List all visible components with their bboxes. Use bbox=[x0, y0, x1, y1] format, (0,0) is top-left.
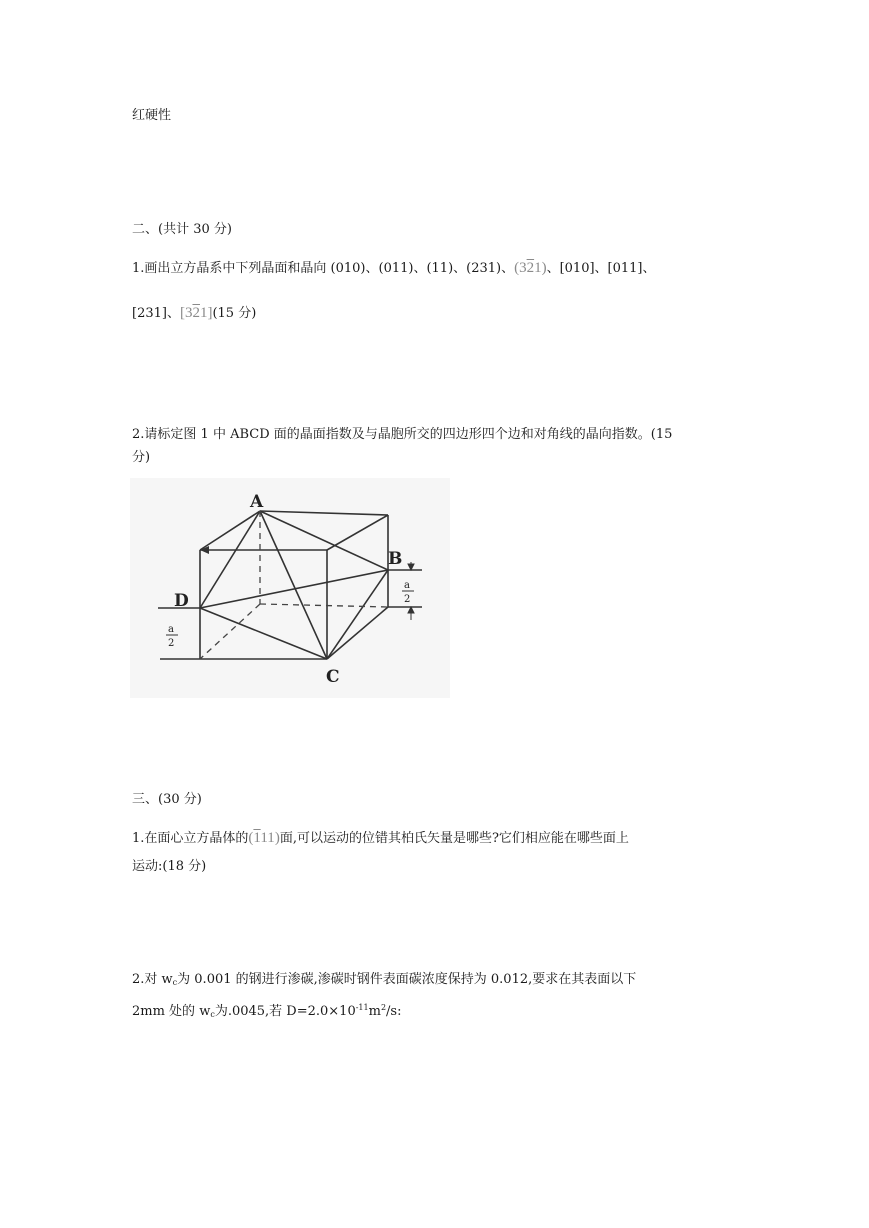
s3-digit-1-bar: 1 bbox=[253, 830, 261, 846]
dir-digit-3: 3 bbox=[184, 305, 193, 321]
s3q2-l2-p2: 为.0045,若 D=2.0×10 bbox=[214, 1004, 356, 1019]
s3q2-l2-p1: 2mm 处的 w bbox=[132, 1004, 211, 1019]
plane-digit-3: 3 bbox=[519, 260, 527, 276]
s3q2-l2-p3: m bbox=[368, 1004, 381, 1019]
section2-q1-line1 bbox=[132, 258, 656, 279]
plane-index-image bbox=[514, 260, 547, 276]
s3q2-sub: c bbox=[172, 978, 178, 987]
q1-line2-suffix: (15 分) bbox=[212, 306, 257, 321]
section3-q2-line1 bbox=[132, 970, 636, 993]
frac-right-den: 2 bbox=[404, 594, 411, 605]
section3-heading: 三、(30 分) bbox=[132, 792, 202, 807]
s3-open: ( bbox=[248, 830, 254, 846]
dir-digit-1: 1 bbox=[199, 305, 208, 321]
section2-q2-line1: 2.请标定图 1 中 ABCD 面的晶面指数及与晶胞所交的四边形四个边和对角线的晶向指数。(15 bbox=[132, 427, 673, 442]
q1-line1-suffix: 、[010]、[011]、 bbox=[546, 261, 656, 276]
dir-open: [ bbox=[179, 305, 185, 321]
s3-close: ) bbox=[274, 830, 280, 846]
figure-background bbox=[130, 478, 450, 698]
section3-q1-line2: 运动:(18 分) bbox=[132, 859, 207, 874]
label-B: B bbox=[388, 549, 403, 569]
plane-open: ( bbox=[514, 260, 520, 276]
cube-figure bbox=[130, 478, 450, 698]
frac-left-den: 2 bbox=[168, 638, 175, 649]
section3-q2-line2 bbox=[132, 998, 401, 1025]
s3q2-l2-sup1: -11 bbox=[355, 1003, 369, 1012]
section2-q2-line2: 分) bbox=[132, 450, 151, 465]
s3q1-suffix: 面,可以运动的位错其柏氏矢量是哪些?它们相应能在哪些面上 bbox=[279, 831, 629, 846]
s3-digits-11: 11 bbox=[260, 830, 275, 846]
plane-111-image bbox=[248, 830, 279, 846]
frac-right-num: a bbox=[404, 580, 410, 591]
s3q2-p2: 为 0.001 的钢进行渗碳,渗碳时钢件表面碳浓度保持为 0.012,要求在其表面以下 bbox=[177, 972, 637, 987]
q1-line1-prefix: 1.画出立方晶系中下列晶面和晶向 (010)、(011)、(11)、(231)、 bbox=[132, 261, 515, 276]
direction-index-image bbox=[180, 305, 213, 321]
label-D: D bbox=[174, 591, 189, 611]
top-text: 红硬性 bbox=[132, 108, 172, 123]
label-C: C bbox=[326, 667, 340, 687]
section2-q1-line2 bbox=[132, 303, 256, 324]
section2-heading: 二、(共计 30 分) bbox=[132, 222, 232, 237]
q1-line2-prefix: [231]、 bbox=[132, 306, 180, 321]
s3q2-l2-p4: /s: bbox=[386, 1004, 402, 1019]
s3q1-prefix: 1.在面心立方晶体的 bbox=[132, 831, 249, 846]
plane-digit-2-bar: 2 bbox=[526, 260, 535, 276]
plane-digit-1: 1 bbox=[534, 260, 542, 276]
section3-q1-line1 bbox=[132, 828, 629, 849]
label-A: A bbox=[250, 492, 264, 512]
frac-left-num: a bbox=[168, 624, 174, 635]
s3q2-l2-sub: c bbox=[210, 1010, 215, 1019]
s3q2-l2-sup2: 2 bbox=[380, 1003, 387, 1012]
plane-close: ) bbox=[541, 260, 547, 276]
s3q2-p1: 2.对 w bbox=[132, 972, 173, 987]
dir-close: ] bbox=[207, 305, 213, 321]
dir-digit-2-bar: 2 bbox=[192, 305, 200, 321]
